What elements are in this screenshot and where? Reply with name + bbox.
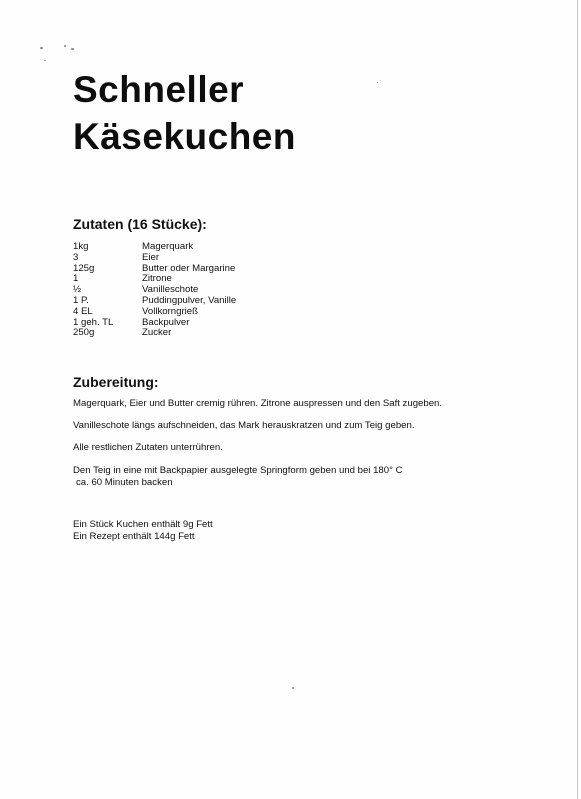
- ingredient-quantity: 1 geh. TL: [73, 316, 114, 328]
- ingredient-row: [73, 296, 373, 307]
- scan-edge-line: [577, 0, 578, 799]
- preparation-step: Alle restlichen Zutaten unterrühren.: [73, 442, 223, 453]
- ingredient-quantity: 250g: [73, 327, 95, 339]
- fat-per-piece-note: Ein Stück Kuchen enthält 9g Fett: [73, 519, 213, 530]
- recipe-title: [73, 66, 296, 160]
- preparation-heading: Zubereitung:: [73, 374, 159, 390]
- ingredient-quantity: 1: [73, 273, 79, 285]
- fat-per-recipe-note: Ein Rezept enthält 144g Fett: [73, 530, 195, 542]
- ingredient-row: [73, 274, 373, 285]
- ingredient-row: [73, 318, 373, 329]
- preparation-step-line: Den Teig in eine mit Backpapier ausgelegte Springform geben und bei 180° C: [73, 465, 403, 476]
- ingredient-quantity: 3: [73, 251, 79, 263]
- ingredient-row: [73, 242, 373, 253]
- ingredient-name: Zucker: [142, 327, 172, 339]
- recipe-title-line-1: Schneller: [73, 69, 245, 110]
- ingredient-name: Puddingpulver, Vanille: [142, 294, 237, 306]
- preparation-step: Magerquark, Eier und Butter cremig rühren. Zitrone auspressen und den Saft zugeben.: [73, 398, 443, 409]
- ingredient-row: [73, 264, 373, 275]
- ingredient-name: Zitrone: [142, 273, 172, 285]
- ingredient-quantity: 4 EL: [73, 305, 93, 317]
- ingredient-name: Backpulver: [142, 316, 190, 328]
- ingredient-quantity: ½: [73, 284, 82, 296]
- ingredient-name: Vollkorngrieß: [142, 305, 198, 317]
- preparation-step-line: ca. 60 Minuten backen: [76, 476, 173, 488]
- ingredient-quantity: 125g: [73, 262, 95, 274]
- ingredient-quantity: 1kg: [73, 241, 89, 252]
- ingredient-row: [73, 253, 373, 264]
- scan-speck: [71, 48, 74, 50]
- scan-speck: [64, 45, 66, 47]
- ingredient-name: Vanilleschote: [142, 284, 199, 296]
- ingredient-name: Eier: [142, 251, 160, 263]
- preparation-step: [73, 465, 553, 488]
- ingredient-quantity: 1 P.: [73, 294, 89, 306]
- preparation-step: Vanilleschote längs aufschneiden, das Mark herauskratzen und zum Teig geben.: [73, 420, 415, 431]
- scan-speck: [44, 60, 46, 61]
- ingredient-row: [73, 328, 373, 339]
- scan-speck: [40, 47, 43, 49]
- scan-speck: [292, 687, 294, 689]
- ingredients-list: [73, 242, 373, 339]
- ingredient-row: [73, 307, 373, 318]
- ingredient-name: Butter oder Margarine: [142, 262, 236, 274]
- ingredient-name: Magerquark: [142, 241, 194, 252]
- nutrition-notes: [73, 519, 213, 542]
- scan-speck: [377, 82, 378, 83]
- recipe-title-line-2: Käsekuchen: [73, 116, 296, 157]
- ingredients-heading: Zutaten (16 Stücke):: [73, 216, 207, 232]
